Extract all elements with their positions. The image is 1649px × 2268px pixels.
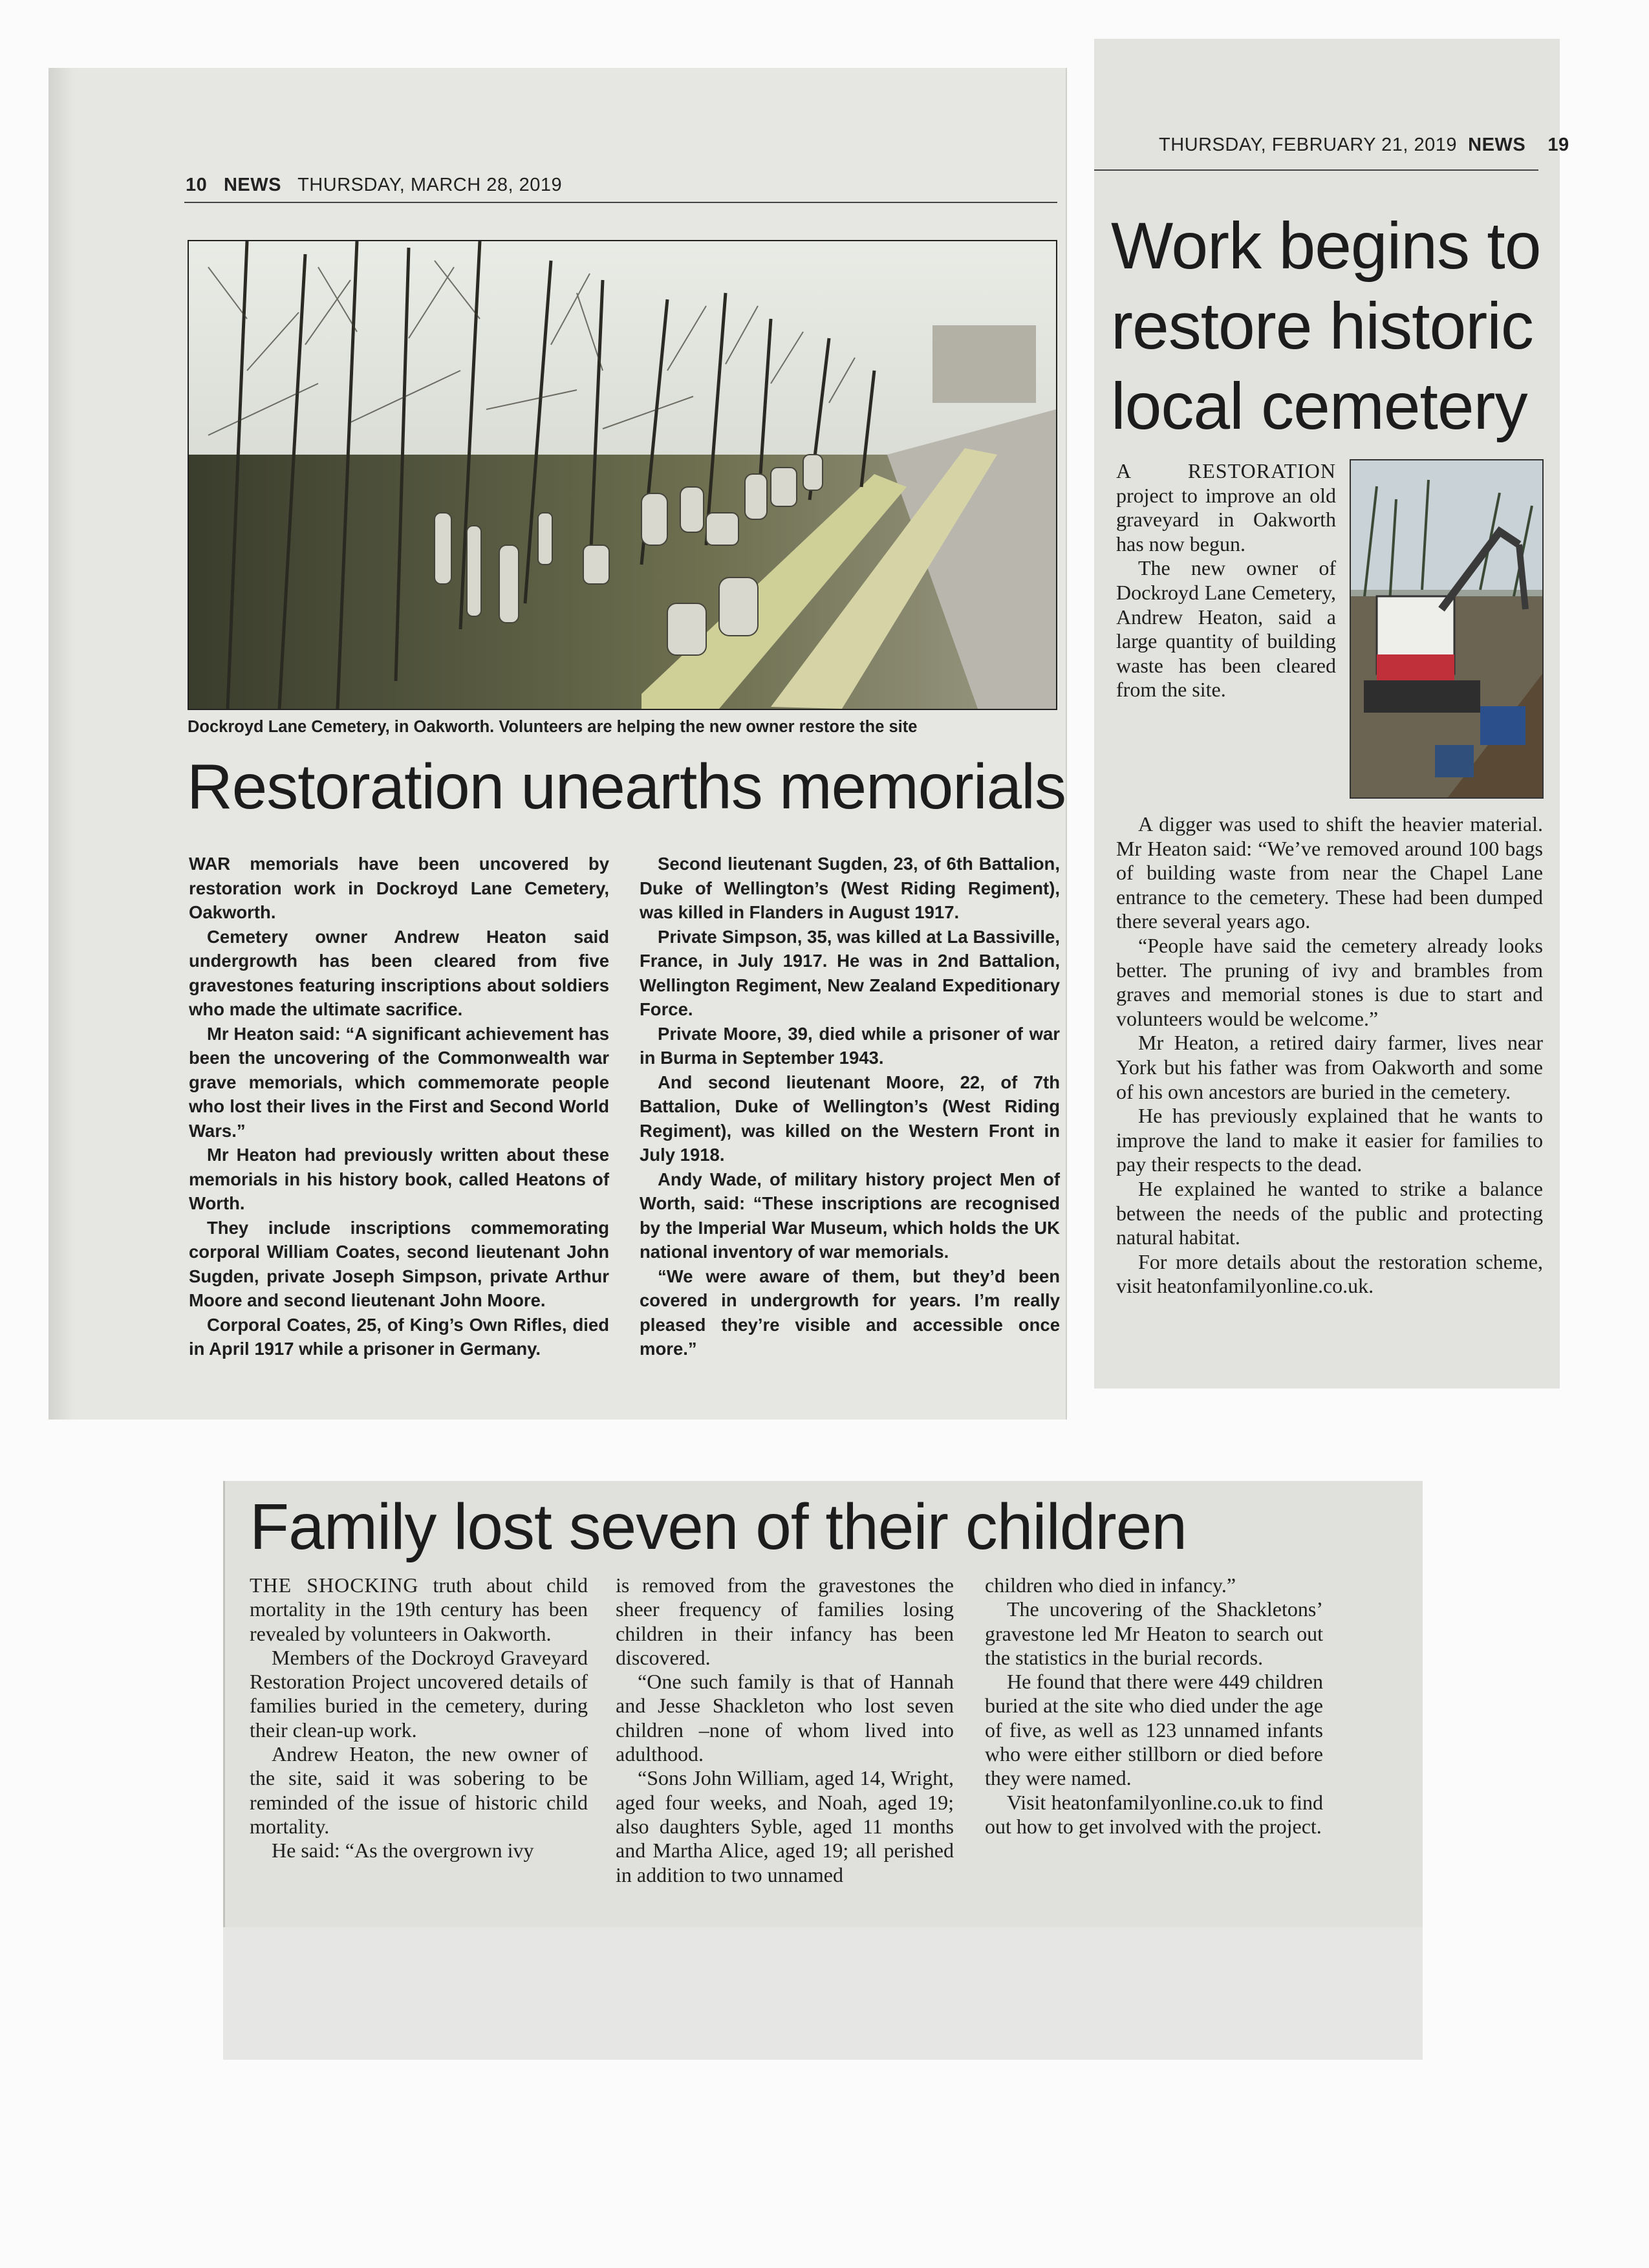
paragraph: children who died in infancy.” bbox=[985, 1573, 1236, 1597]
paragraph: Andrew Heaton, the new owner of the site, said it was sobering to be reminded of the issue of historic child mortality. bbox=[250, 1742, 588, 1838]
paragraph: They include inscriptions commemorating corporal William Coates, second lieutenant John Sugden, private Joseph Simpson, private Arthur Moore and second lieutenant John Moore. bbox=[189, 1217, 609, 1310]
headline bbox=[1111, 206, 1540, 446]
paragraph: He said: “As the overgrown ivy bbox=[272, 1839, 534, 1863]
article-column-2 bbox=[616, 1573, 954, 1887]
paragraph: For more details about the restoration scheme, visit heatonfamilyonline.co.uk. bbox=[1116, 1249, 1543, 1298]
article-column-3 bbox=[985, 1573, 1323, 1839]
clipping-margin bbox=[223, 1927, 1423, 2060]
folio-page-number: 19 bbox=[1547, 135, 1569, 155]
paragraph: He has previously explained that he wants to improve the land to make it easier for families to pay their respects to the dead. bbox=[1116, 1104, 1543, 1176]
headline-line: local cemetery bbox=[1111, 369, 1527, 443]
folio-page-number: 10 bbox=[186, 175, 208, 195]
folio-section: NEWS bbox=[1468, 135, 1526, 155]
paragraph: He found that there were 449 children buried at the site who died under the age of five, as well as 123 unnamed infants who were either stillborn or died before they were named. bbox=[985, 1670, 1323, 1790]
article-column-2 bbox=[640, 852, 1060, 1361]
headline: Family lost seven of their children bbox=[250, 1491, 1187, 1563]
paragraph: Mr Heaton, a retired dairy farmer, lives near York but his father was from Oakworth and some of his own ancestors are buried in the cemetery. bbox=[1116, 1031, 1543, 1103]
paragraph: Cemetery owner Andrew Heaton said undergrowth has been cleared from five gravestones featuring inscriptions about soldiers who made the ultimate sacrifice. bbox=[189, 926, 609, 1019]
lead-text: truth about child mortality in the 19th century has been revealed by volunteers in Oakworth. bbox=[250, 1573, 588, 1645]
digger-photo bbox=[1350, 459, 1544, 799]
paragraph: He explained he wanted to strike a balance between the needs of the public and protecting natural habitat. bbox=[1116, 1176, 1543, 1249]
clipping-restoration-unearths-memorials bbox=[48, 68, 1067, 1420]
lead-paragraph bbox=[250, 1573, 588, 1646]
folio bbox=[1159, 135, 1569, 156]
headline-line: Work begins to bbox=[1111, 209, 1541, 283]
paragraph: Andy Wade, of military history project Men of Worth, said: “These inscriptions are recognised by the Imperial War Museum, which holds the UK national inventory of war memorials. bbox=[640, 1169, 1060, 1262]
clipping-work-begins bbox=[1094, 39, 1569, 1388]
folio-date: THURSDAY, FEBRUARY 21, 2019 bbox=[1159, 135, 1458, 155]
paragraph: Corporal Coates, 25, of King’s Own Rifles, died in April 1917 while a prisoner in Germany. bbox=[189, 1314, 609, 1359]
paragraph: “People have said the cemetery already looks better. The pruning of ivy and brambles from graves and memorial stones is due to start and volunteers would be welcome.” bbox=[1116, 933, 1543, 1030]
paragraph: WAR memorials have been uncovered by restoration work in Dockroyd Lane Cemetery, Oakworth. bbox=[189, 854, 609, 922]
article-intro bbox=[1116, 459, 1336, 702]
lead-text: project to improve an old graveyard in Oakworth has now begun. bbox=[1116, 483, 1336, 556]
lead-paragraph bbox=[1116, 459, 1336, 556]
paragraph: “One such family is that of Hannah and Jesse Shackleton who lost seven children –none of whom lived into adulthood. bbox=[616, 1670, 954, 1766]
paragraph: Private Simpson, 35, was killed at La Bassiville, France, in July 1917. He was in 2nd Battalion, Wellington Regiment, New Zealand Expeditionary Force. bbox=[640, 926, 1060, 1019]
paragraph: The new owner of Dockroyd Lane Cemetery, Andrew Heaton, said a large quantity of building waste has been cleared from the site. bbox=[1116, 556, 1336, 702]
folio-section: NEWS bbox=[223, 175, 281, 195]
paragraph: “We were aware of them, but they’d been covered in undergrowth for years. I’m really pleased they’re visible and accessible once more.” bbox=[640, 1266, 1060, 1359]
article-column-1 bbox=[250, 1573, 588, 1863]
paragraph: And second lieutenant Moore, 22, of 7th Battalion, Duke of Wellington’s (West Riding Regiment), was killed on the Western Front in July 1918. bbox=[640, 1072, 1060, 1165]
folio-rule bbox=[1094, 169, 1538, 171]
paragraph: Mr Heaton said: “A significant achievement has been the uncovering of the Commonwealth war grave memorials, which commemorate people who lost their lives in the First and Second World Wars.” bbox=[189, 1023, 609, 1141]
article-body bbox=[1116, 812, 1543, 1299]
paragraph: Private Moore, 39, died while a prisoner of war in Burma in September 1943. bbox=[640, 1023, 1060, 1068]
folio-rule bbox=[184, 202, 1057, 203]
paragraph: is removed from the gravestones the sheer frequency of families losing children in their infancy has been discovered. bbox=[616, 1573, 954, 1669]
folio bbox=[186, 175, 562, 196]
headline-line: restore historic bbox=[1111, 289, 1533, 363]
paragraph: Visit heatonfamilyonline.co.uk to find out how to get involved with the project. bbox=[985, 1790, 1323, 1838]
cemetery-photo bbox=[188, 240, 1057, 710]
lead-caps: A RESTORATION bbox=[1116, 459, 1336, 482]
folio-date: THURSDAY, MARCH 28, 2019 bbox=[297, 175, 563, 195]
clipping-family-lost-seven bbox=[223, 1481, 1423, 1927]
article-column-1 bbox=[189, 852, 609, 1361]
lead-caps: THE SHOCKING bbox=[250, 1573, 419, 1597]
paragraph: Second lieutenant Sugden, 23, of 6th Battalion, Duke of Wellington’s (West Riding Regiment), was killed in Flanders in August 1917. bbox=[640, 854, 1060, 922]
paragraph: “Sons John William, aged 14, Wright, aged four weeks, and Noah, aged 19; also daughters Syble, aged 11 months and Martha Alice, aged 19; all perished in addition to two unnamed bbox=[616, 1766, 954, 1886]
paragraph: A digger was used to shift the heavier material. Mr Heaton said: “We’ve removed around 100 bags of building waste from near the Chapel Lane entrance to the cemetery. These had been dumped there several years ago. bbox=[1116, 812, 1543, 933]
paragraph: Mr Heaton had previously written about these memorials in his history book, called Heatons of Worth. bbox=[189, 1145, 609, 1213]
photo-caption: Dockroyd Lane Cemetery, in Oakworth. Volunteers are helping the new owner restore the site bbox=[188, 718, 918, 736]
paragraph: Members of the Dockroyd Graveyard Restoration Project uncovered details of families buried in the cemetery, during their clean-up work. bbox=[250, 1645, 588, 1742]
headline: Restoration unearths memorials bbox=[187, 751, 1066, 822]
paragraph: The uncovering of the Shackletons’ gravestone led Mr Heaton to search out the statistics in the burial records. bbox=[985, 1597, 1323, 1669]
